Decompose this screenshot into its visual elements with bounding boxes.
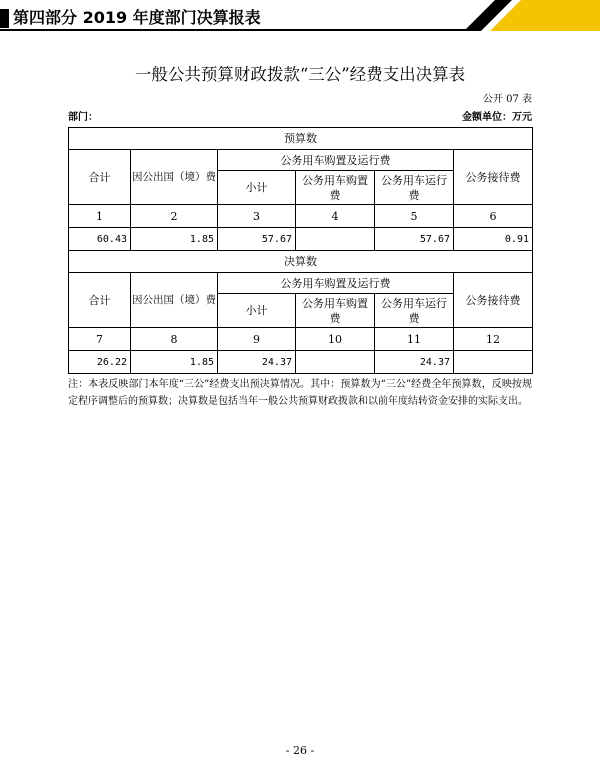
final-header-vehicle-operation: 公务用车运行费 [381, 296, 447, 325]
final-col-number: 12 [454, 328, 533, 351]
budget-header-vehicle-purchase: 公务用车购置费 [302, 173, 368, 202]
final-section-label: 决算数 [69, 251, 533, 273]
final-header-reception: 公务接待费 [454, 273, 533, 328]
three-public-expenses-table [68, 127, 533, 374]
budget-header-vehicle-operation-cell [375, 171, 454, 205]
final-reception-value [454, 351, 533, 374]
budget-col-number: 2 [131, 205, 218, 228]
budget-col-number: 6 [454, 205, 533, 228]
department-label: 部门： [68, 112, 98, 123]
final-col-number: 8 [131, 328, 218, 351]
final-header-vehicle-purchase-cell [296, 294, 375, 328]
page-title: 一般公共预算财政拨款“三公”经费支出决算表 [134, 65, 466, 84]
final-column-number-row [69, 328, 533, 351]
header-rule [0, 29, 470, 31]
final-col-number: 9 [218, 328, 296, 351]
budget-col-number: 4 [296, 205, 375, 228]
budget-header-row [69, 150, 533, 171]
final-vehicle-operation-value: 24.37 [375, 351, 454, 374]
budget-reception-value: 0.91 [454, 228, 533, 251]
final-header-vehicle-purchase: 公务用车购置费 [302, 296, 368, 325]
final-header-row [69, 273, 533, 294]
budget-header-vehicle-subtotal: 小计 [218, 171, 296, 205]
budget-header-vehicle-purchase-cell [296, 171, 375, 205]
final-col-number: 7 [69, 328, 131, 351]
unit-label: 金额单位：万元 [462, 112, 532, 123]
final-header-abroad: 因公出国（境）费 [131, 273, 218, 328]
budget-column-number-row [69, 205, 533, 228]
budget-header-vehicle-operation: 公务用车运行费 [381, 173, 447, 202]
budget-col-number: 5 [375, 205, 454, 228]
final-vehicle-purchase-value [296, 351, 375, 374]
final-header-total: 合计 [69, 273, 131, 328]
final-total-value: 26.22 [69, 351, 131, 374]
budget-section-row [69, 128, 533, 150]
budget-vehicle-subtotal-value: 57.67 [218, 228, 296, 251]
budget-section-label: 预算数 [69, 128, 533, 150]
final-section-row [69, 251, 533, 273]
section-title: 第四部分 2019 年度部门决算报表 [13, 8, 261, 27]
budget-vehicle-operation-value: 57.67 [375, 228, 454, 251]
budget-value-row [69, 228, 533, 251]
final-col-number: 11 [375, 328, 454, 351]
final-header-vehicle-group: 公务用车购置及运行费 [218, 273, 454, 294]
budget-col-number: 1 [69, 205, 131, 228]
section-marker-block [0, 9, 9, 28]
final-value-row [69, 351, 533, 374]
header-decoration [450, 0, 600, 31]
final-header-vehicle-subtotal: 小计 [218, 294, 296, 328]
budget-header-vehicle-group: 公务用车购置及运行费 [218, 150, 454, 171]
table-note: 注：本表反映部门本年度“三公”经费支出预决算情况。其中：预算数为“三公”经费全年预算数，反映按规定程序调整后的预算数；决算数是包括当年一般公共预算财政拨款和以前年度结转资金安排的实际支出。 [68, 379, 532, 407]
final-abroad-value: 1.85 [131, 351, 218, 374]
final-header-vehicle-operation-cell [375, 294, 454, 328]
budget-total-value: 60.43 [69, 228, 131, 251]
final-vehicle-subtotal-value: 24.37 [218, 351, 296, 374]
budget-abroad-value: 1.85 [131, 228, 218, 251]
budget-vehicle-purchase-value [296, 228, 375, 251]
budget-header-reception: 公务接待费 [454, 150, 533, 205]
table-code: 公开 07 表 [482, 94, 532, 105]
page-number: - 26 - [285, 744, 315, 757]
final-col-number: 10 [296, 328, 375, 351]
budget-header-total: 合计 [69, 150, 131, 205]
budget-col-number: 3 [218, 205, 296, 228]
budget-header-abroad: 因公出国（境）费 [131, 150, 218, 205]
